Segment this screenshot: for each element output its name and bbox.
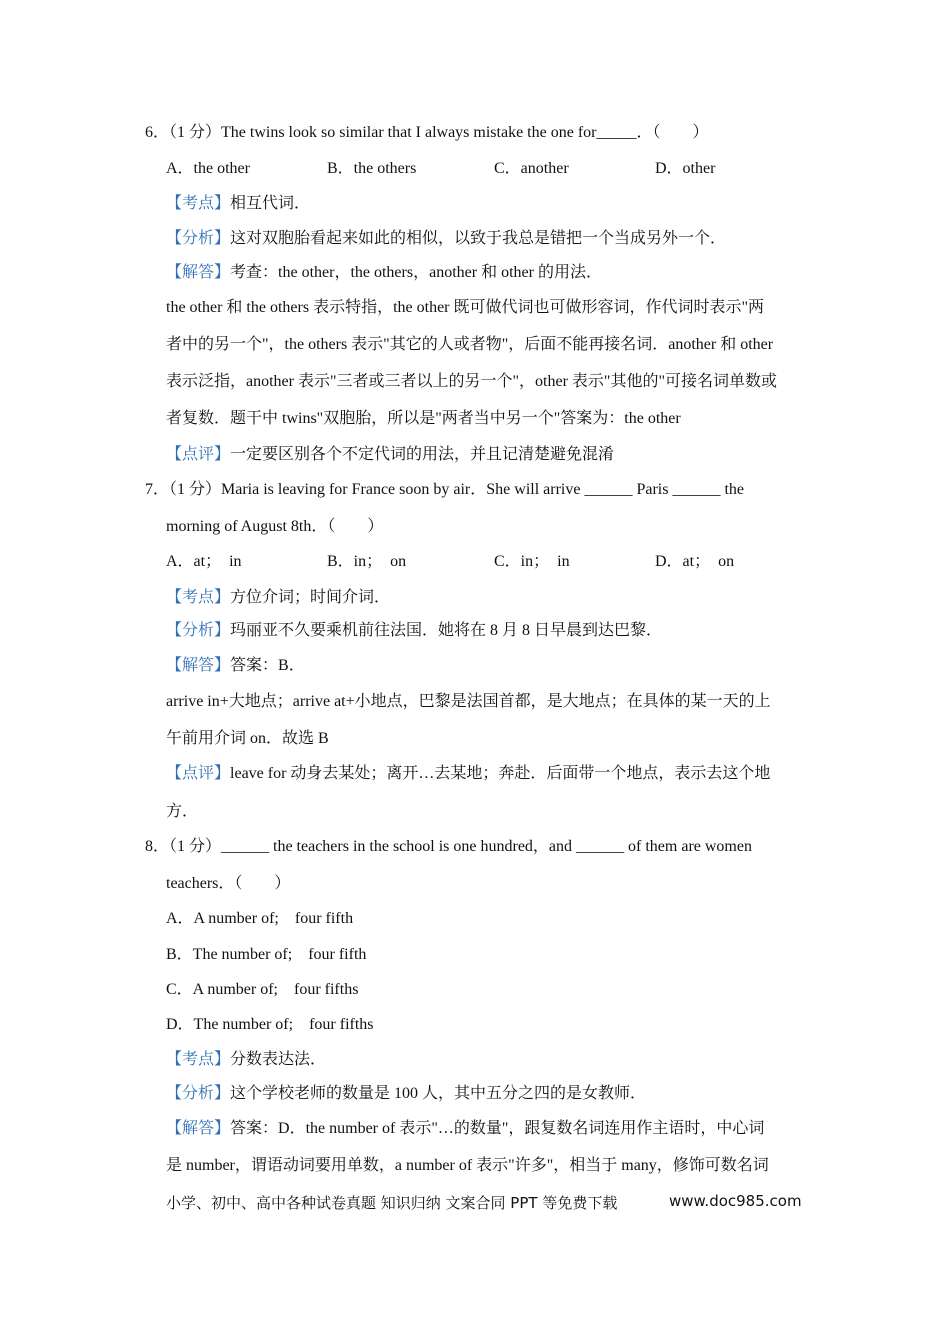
dianping-tag: 【点评】 bbox=[166, 765, 231, 782]
footer-url[interactable]: www.doc985.com bbox=[669, 1192, 802, 1210]
q6-option-b: B．the others bbox=[327, 160, 417, 177]
q6-kaodian bbox=[166, 190, 310, 213]
q8-stem-line-2: teachers．（ ） bbox=[166, 875, 291, 892]
q6-jieda bbox=[166, 259, 602, 282]
q8-kaodian bbox=[166, 1046, 326, 1069]
q6-jieda-line-3: 表示泛指，another 表示"三者或三者以上的另一个"，other 表示"其他的"可接名词单数或 bbox=[166, 373, 777, 390]
q7-option-c: C．in； in bbox=[494, 553, 570, 570]
q8-jieda-text: 答案：D．the number of 表示"…的数量"，跟复数名词连用作主语时，中心词 bbox=[230, 1120, 765, 1137]
q7-jieda bbox=[166, 652, 305, 675]
q6-jieda-line-2: 者中的另一个"，the others 表示"其它的人或者物"，后面不能再接名词．another 和 other bbox=[166, 336, 774, 353]
q7-fenxi-text: 玛丽亚不久要乘机前往法国．她将在 8 月 8 日早晨到达巴黎． bbox=[230, 622, 663, 639]
q6-fenxi-text: 这对双胞胎看起来如此的相似，以致于我总是错把一个当成另外一个． bbox=[230, 230, 727, 247]
q7-option-a: A．at； in bbox=[166, 553, 242, 570]
jieda-tag: 【解答】 bbox=[166, 264, 231, 281]
q8-fenxi bbox=[166, 1080, 646, 1103]
q6-jieda-text: 考查：the other，the others，another 和 other 的用法． bbox=[230, 264, 602, 281]
q8-option-c: C．A number of; four fifths bbox=[166, 981, 359, 998]
q6-option-a: A．the other bbox=[166, 160, 250, 177]
q6-jieda-line-1: the other 和 the others 表示特指，the other 既可做代词也可做形容词，作代词时表示"两 bbox=[166, 299, 765, 316]
q7-dianping bbox=[166, 760, 770, 783]
q6-dianping-text: 一定要区别各个不定代词的用法，并且记清楚避免混淆 bbox=[230, 446, 615, 463]
q7-jieda-line-2: 午前用介词 on．故选 B bbox=[166, 730, 329, 747]
fenxi-tag: 【分析】 bbox=[166, 1085, 231, 1102]
kaodian-tag: 【考点】 bbox=[166, 195, 231, 212]
q7-option-b: B．in； on bbox=[327, 553, 407, 570]
q6-option-d: D．other bbox=[655, 160, 716, 177]
q6-stem: 6．（1 分）The twins look so similar that I always mistake the one for_____．（ ） bbox=[145, 124, 709, 141]
dianping-tag: 【点评】 bbox=[166, 446, 231, 463]
kaodian-tag: 【考点】 bbox=[166, 589, 231, 606]
jieda-tag: 【解答】 bbox=[166, 1120, 231, 1137]
kaodian-tag: 【考点】 bbox=[166, 1051, 231, 1068]
q7-kaodian bbox=[166, 584, 390, 607]
fenxi-tag: 【分析】 bbox=[166, 230, 231, 247]
q8-stem-line-1: 8．（1 分）______ the teachers in the school is one hundred，and ______ of them are women bbox=[145, 838, 752, 855]
q7-dianping-line-2: 方． bbox=[166, 803, 199, 820]
q8-jieda bbox=[166, 1115, 764, 1138]
q6-fenxi bbox=[166, 225, 726, 248]
footer-text: 小学、初中、高中各种试卷真题 知识归纳 文案合同 PPT 等免费下载 bbox=[166, 1194, 618, 1212]
q6-dianping bbox=[166, 441, 614, 464]
q8-option-b: B．The number of; four fifth bbox=[166, 946, 367, 963]
q8-fenxi-text: 这个学校老师的数量是 100 人，其中五分之四的是女教师． bbox=[230, 1085, 647, 1102]
q6-option-c: C．another bbox=[494, 160, 569, 177]
q8-option-a: A．A number of; four fifth bbox=[166, 910, 354, 927]
q7-kaodian-text: 方位介词；时间介词． bbox=[230, 589, 391, 606]
q8-option-d: D．The number of; four fifths bbox=[166, 1016, 374, 1033]
q7-option-d: D．at； on bbox=[655, 553, 735, 570]
q6-kaodian-text: 相互代词． bbox=[230, 195, 311, 212]
q6-jieda-line-4: 者复数．题干中 twins"双胞胎，所以是"两者当中另一个"答案为：the other bbox=[166, 410, 681, 427]
q7-fenxi bbox=[166, 617, 662, 640]
q8-jieda-line-2: 是 number，谓语动词要用单数，a number of 表示"许多"，相当于 many，修饰可数名词 bbox=[166, 1157, 769, 1174]
q7-stem-line-1: 7．（1 分）Maria is leaving for France soon by air．She will arrive ______ Paris ______ the bbox=[145, 481, 745, 498]
q7-stem-line-2: morning of August 8th．（ ） bbox=[166, 518, 384, 535]
fenxi-tag: 【分析】 bbox=[166, 622, 231, 639]
q8-kaodian-text: 分数表达法． bbox=[230, 1051, 327, 1068]
jieda-tag: 【解答】 bbox=[166, 657, 231, 674]
q7-jieda-line-1: arrive in+大地点；arrive at+小地点，巴黎是法国首都，是大地点；在具体的某一天的上 bbox=[166, 693, 771, 710]
q7-jieda-text: 答案：B． bbox=[230, 657, 305, 674]
q7-dianping-text: leave for 动身去某处；离开…去某地；奔赴．后面带一个地点，表示去这个地 bbox=[230, 765, 771, 782]
